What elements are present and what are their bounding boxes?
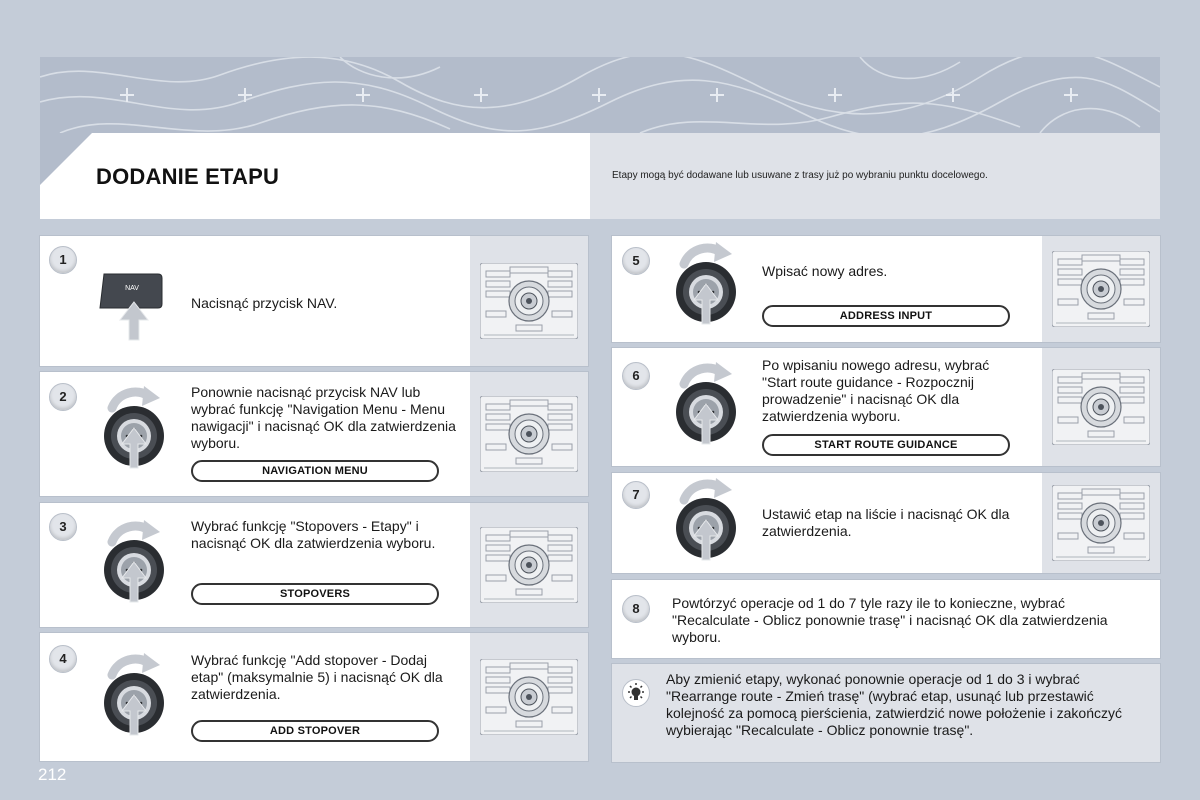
rotary-knob-icon <box>104 518 166 608</box>
nav-button-icon <box>98 268 168 344</box>
rotary-knob-icon <box>676 360 738 450</box>
radio-unit-image <box>480 263 578 339</box>
step-7-photo <box>1042 473 1160 573</box>
step-1-photo <box>470 236 588 366</box>
step-5-photo <box>1042 236 1160 342</box>
contour-lines-graphic <box>40 57 1160 133</box>
step-6-text: Po wpisaniu nowego adresu, wybrać "Start route guidance - Rozpocznij prowadzenie" i nacisnąć OK dla zatwierdzenia wyboru. <box>762 357 990 424</box>
radio-unit-image <box>1052 251 1150 327</box>
rotary-knob-icon <box>676 240 738 330</box>
nav-button-graphic <box>98 268 168 344</box>
start-route-guidance-pill: START ROUTE GUIDANCE <box>762 434 1010 456</box>
rotary-knob-icon <box>104 651 166 741</box>
radio-unit-image <box>480 659 578 735</box>
step-3-number: 3 <box>49 513 77 541</box>
radio-unit-image <box>480 396 578 472</box>
title-corner-decoration <box>40 133 92 185</box>
rotary-knob-icon <box>104 384 166 474</box>
lightbulb-icon-graphic <box>623 680 649 706</box>
step-2-photo <box>470 372 588 496</box>
radio-unit-image <box>480 527 578 603</box>
step-5-text: Wpisać nowy adres. <box>762 263 888 279</box>
step-1-number: 1 <box>49 246 77 274</box>
radio-unit-image <box>1052 369 1150 445</box>
lightbulb-icon <box>622 679 650 707</box>
page-title: DODANIE ETAPU <box>96 164 280 189</box>
step-2-number: 2 <box>49 383 77 411</box>
step-7-text: Ustawić etap na liście i nacisnąć OK dla zatwierdzenia. <box>762 506 1010 539</box>
step-5-number: 5 <box>622 247 650 275</box>
rotary-knob-icon <box>676 476 738 566</box>
intro-text: Etapy mogą być dodawane lub usuwane z trasy już po wybraniu punktu docelowego. <box>612 170 988 181</box>
step-4-number: 4 <box>49 645 77 673</box>
step-2-text: Ponownie nacisnąć przycisk NAV lub wybrać funkcję "Navigation Menu - Menu nawigacji" i nacisnąć OK dla zatwierdzenia wyboru. <box>191 384 456 451</box>
radio-unit-image <box>1052 485 1150 561</box>
page-number: 212 <box>38 765 67 784</box>
step-8-number: 8 <box>622 595 650 623</box>
tip-text: Aby zmienić etapy, wykonać ponownie operacje od 1 do 3 i wybrać "Rearrange route - Zmień trasę" (wybrać etap, usunąć lub przestawić kolejność za pomocą pierścienia, zatwierdzić nowe położenie i zakończyć wybierając "Recalculate - Oblicz ponownie trasę". <box>666 671 1123 738</box>
step-7-number: 7 <box>622 481 650 509</box>
step-3-photo <box>470 503 588 627</box>
address-input-pill: ADDRESS INPUT <box>762 305 1010 327</box>
step-1-text: Nacisnąć przycisk NAV. <box>191 295 338 311</box>
nav-button-label: NAV <box>125 285 139 292</box>
add-stopover-pill: ADD STOPOVER <box>191 720 439 742</box>
step-6-photo <box>1042 348 1160 466</box>
step-3-text: Wybrać funkcję "Stopovers - Etapy" i nacisnąć OK dla zatwierdzenia wyboru. <box>191 518 436 551</box>
step-6-number: 6 <box>622 362 650 390</box>
topographic-banner <box>40 57 1160 133</box>
stopovers-pill: STOPOVERS <box>191 583 439 605</box>
step-8-text: Powtórzyć operacje od 1 do 7 tyle razy ile to konieczne, wybrać "Recalculate - Oblicz ponownie trasę" i nacisnąć OK dla zatwierdzenia wyboru. <box>672 595 1108 645</box>
navigation-menu-pill: NAVIGATION MENU <box>191 460 439 482</box>
step-4-photo <box>470 633 588 761</box>
step-4-text: Wybrać funkcję "Add stopover - Dodaj etap" (maksymalnie 5) i nacisnąć OK dla zatwierdzenia. <box>191 652 443 702</box>
